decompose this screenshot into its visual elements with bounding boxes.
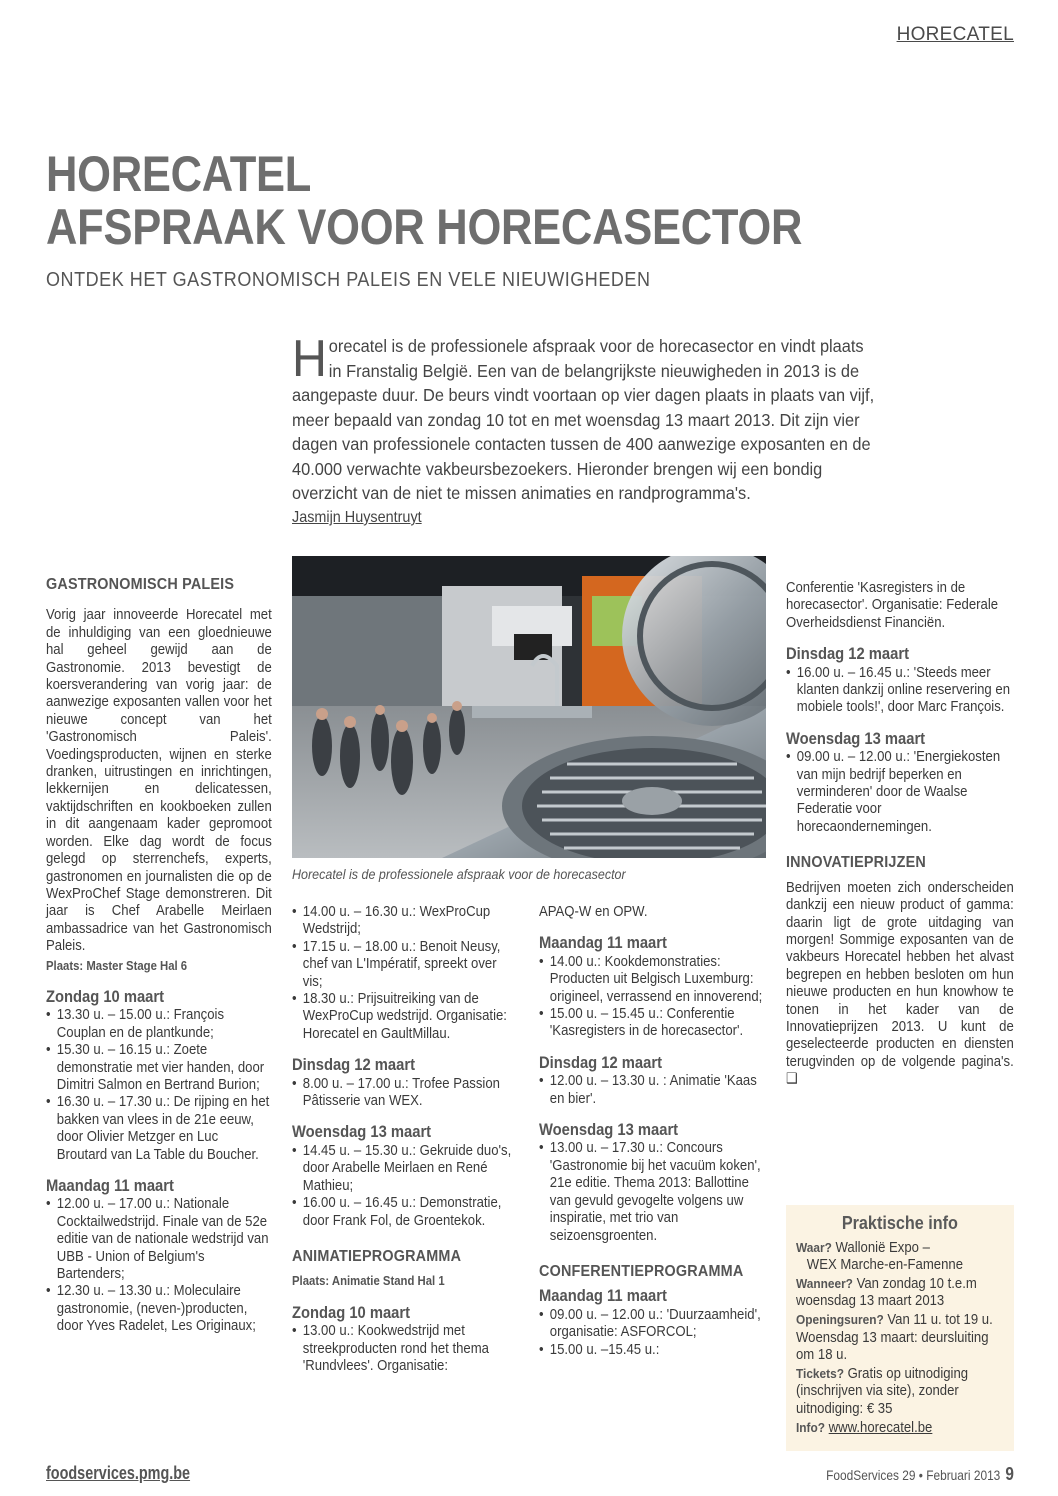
info-label: Wanneer? <box>796 1275 853 1291</box>
heading-conferentieprogramma: CONFERENTIEPROGRAMMA <box>539 1262 744 1280</box>
end-mark-icon: ❑ <box>786 1071 798 1088</box>
info-value: Van 11 u. tot 19 u. Woensdag 13 maart: deursluiting om 18 u. <box>796 1311 993 1364</box>
info-value: Wallonië Expo – <box>835 1239 930 1256</box>
animatie-day-list <box>539 1140 765 1244</box>
animatie-day-list <box>539 1073 765 1108</box>
gastro-day-list <box>292 1143 518 1230</box>
conferentie-day-list <box>786 665 1014 717</box>
author-link[interactable]: Jasmijn Huysentruyt <box>292 509 422 526</box>
gastro-day-heading: Dinsdag 12 maart <box>292 1056 415 1075</box>
gastro-day-list <box>46 1196 272 1335</box>
list-item: • 16.30 u. – 17.30 u.: De rijping en het bakken van vlees in de 21e eeuw, door Olivier Metzger en Luc Broutard van La Table du Boucher. <box>46 1094 272 1164</box>
list-item: • 12.30 u. – 13.30 u.: Moleculaire gastronomie, (neven-)producten, door Yves Radelet, Les Originaux; <box>46 1283 272 1335</box>
footer-issue-text: FoodServices 29 • Februari 2013 <box>826 1467 1001 1483</box>
info-waar <box>796 1239 1004 1258</box>
gastro-day-heading: Maandag 11 maart <box>46 1177 174 1195</box>
animatie-continued: APAQ-W en OPW. <box>539 904 648 920</box>
list-item: • 13.30 u. – 15.00 u.: François Couplan en de plantkunde; <box>46 1007 272 1042</box>
intro-paragraph <box>292 330 878 506</box>
list-item: • 12.00 u. – 13.30 u. : Animatie 'Kaas en bier'. <box>539 1073 765 1108</box>
conferentie-day-list <box>539 1307 765 1359</box>
list-item: • 14.45 u. – 15.30 u.: Gekruide duo's, door Arabelle Meirlaen en René Mathieu; <box>292 1143 518 1195</box>
gastro-body: Vorig jaar innoveerde Horecatel met de inhuldiging van een gloednieuwe hal geheel gewijd aan de Gastronomie. 2013 bevestigt de koersverandering van vorig jaar: de aanwezige exposanten vallen voor het nieuwe concept van het 'Gastronomisch Paleis'. Voedingsproducten, wijnen en sterke dranken, uitrustingen en inrichtingen, lekkernijen en delicatessen, vaktijdschriften en kookboeken zullen in dit aangenaam kader gepromoot worden. Elke dag wordt de focus gelegd op sterrenchefs, experts, gastronomen en journalisten die op de WexProChef Stage demonstreren. Dit jaar is Chef Arabelle Meirlaen ambassadrice van het Gastronomisch Paleis. <box>46 607 272 955</box>
gastro-place: Plaats: Master Stage Hal 6 <box>46 958 188 973</box>
page-number: 9 <box>1005 1464 1014 1484</box>
info-tickets <box>796 1365 1004 1419</box>
list-item: • 09.00 u. – 12.00 u.: 'Energiekosten van mijn bedrijf beperken en verminderen' door de Waalse Federatie voor horecaondernemingen. <box>786 749 1014 836</box>
info-value: Gratis op uitnodiging (inschrijven via site), zonder uitnodiging: € 35 <box>796 1365 969 1417</box>
animatie-day-heading: Zondag 10 maart <box>292 1303 411 1322</box>
conferentie-day-heading: Woensdag 13 maart <box>786 729 926 748</box>
info-link[interactable]: www.horecatel.be <box>828 1419 933 1436</box>
conferentie-day-heading: Maandag 11 maart <box>539 1287 667 1306</box>
intro-text: orecatel is de professionele afspraak voor de horecasector en vindt plaats in Franstalig België. Een van de belangrijkste nieuwigheden in 2013 is de aangepaste duur. De beurs vindt voortaan op vier dagen plaats in plaats van vijf, meer bepaald van zondag 10 tot en met woensdag 13 maart 2013. Dit zijn vier dagen van professionele contacten tussen de 400 aanwezige exposanten en de 40.000 verwachte vakbeursbezoekers. Hieronder brengen wij een bondig overzicht van de niet te missen animaties en randprogramma's. <box>292 336 875 503</box>
innovatie-text: Bedrijven moeten zich onderscheiden dankzij een nieuw product of gamma: daarin ligt de grote uitdaging van morgen! Sommige exposanten van de vakbeurs Horecatel hebben het alvast begrepen en hebben besloten om hun nieuwe producten en hun knowhow te tonen in het kader van de Innovatieprijzen 2013. U kunt de geselecteerde producten en diensten terugvinden op de volgende pagina's. <box>786 879 1014 1070</box>
column-four <box>786 580 1014 1091</box>
conferentie-day-list <box>786 749 1014 836</box>
section-tag: HORECATEL <box>896 24 1014 45</box>
list-item: • 8.00 u. – 17.00 u.: Trofee Passion Pâtisserie van WEX. <box>292 1076 518 1111</box>
info-label: Info? <box>796 1419 826 1435</box>
gastro-day-list <box>292 1076 518 1111</box>
list-item: • 16.00 u. – 16.45 u.: Demonstratie, door Frank Fol, de Groentekok. <box>292 1195 518 1230</box>
info-open <box>796 1311 1004 1365</box>
list-item: • 17.15 u. – 18.00 u.: Benoit Neusy, chef van L'Impératif, spreekt over vis; <box>292 939 518 991</box>
animatie-day-heading: Woensdag 13 maart <box>539 1121 679 1140</box>
heading-animatieprogramma: ANIMATIEPROGRAMMA <box>292 1247 462 1265</box>
list-item: • 15.30 u. – 16.15 u.: Zoete demonstratie met vier handen, door Dimitri Salmon en Bertrand Burion; <box>46 1042 272 1094</box>
article-subtitle: ONTDEK HET GASTRONOMISCH PALEIS EN VELE NIEUWIGHEDEN <box>46 269 651 291</box>
exhibition-photo <box>292 556 766 858</box>
animatie-day-list <box>292 1323 518 1375</box>
practical-info-box <box>786 1205 1014 1451</box>
heading-innovatieprijzen: INNOVATIEPRIJZEN <box>786 854 926 872</box>
column-gastronomisch-paleis <box>46 576 272 1336</box>
list-item: • 16.00 u. – 16.45 u.: 'Steeds meer klanten dankzij online reservering en mobiele tools!', door Marc François. <box>786 665 1014 717</box>
list-item: • 14.00 u.: Kookdemonstraties: Producten uit Belgisch Luxemburg: origineel, verrassend en innoverend; <box>539 954 765 1006</box>
info-label: Openingsuren? <box>796 1311 884 1327</box>
list-item: • 09.00 u. – 12.00 u.: 'Duurzaamheid', organisatie: ASFORCOL; <box>539 1307 765 1342</box>
info-title: Praktische info <box>841 1213 958 1233</box>
info-label: Tickets? <box>796 1365 844 1381</box>
animatie-day-heading: Dinsdag 12 maart <box>539 1053 662 1072</box>
list-item: • 18.30 u.: Prijsuitreiking van de WexProCup wedstrijd. Organisatie: Horecatel en GaultMillau. <box>292 991 518 1043</box>
title-line-1: HORECATEL <box>46 146 312 202</box>
animatie-day-heading: Maandag 11 maart <box>539 934 667 953</box>
animatie-place: Plaats: Animatie Stand Hal 1 <box>292 1274 445 1289</box>
title-line-2: AFSPRAAK VOOR HORECASECTOR <box>46 199 803 255</box>
info-wanneer <box>796 1275 1004 1311</box>
info-label: Waar? <box>796 1239 832 1255</box>
animatie-day-list <box>539 954 765 1041</box>
photo-illustration <box>292 556 766 858</box>
gastro-continued-list <box>292 904 518 1043</box>
footer-issue <box>826 1464 1014 1485</box>
list-item: • 14.00 u. – 16.30 u.: WexProCup Wedstrijd; <box>292 904 518 939</box>
article-title <box>46 148 802 254</box>
list-item: • 12.00 u. – 17.00 u.: Nationale Cocktailwedstrijd. Finale van de 52e editie van de nationale wedstrijd van UBB - Union of Belgium's Bartenders; <box>46 1196 272 1283</box>
conferentie-continued: Conferentie 'Kasregisters in de horecasector'. Organisatie: Federale Overheidsdienst Financiën. <box>786 580 999 631</box>
info-value: Van zondag 10 t.e.m woensdag 13 maart 2013 <box>796 1275 977 1310</box>
gastro-day-heading: Woensdag 13 maart <box>292 1123 432 1142</box>
info-info <box>796 1419 1004 1438</box>
footer-site-link[interactable]: foodservices.pmg.be <box>46 1463 191 1483</box>
list-item: • 13.00 u. – 17.30 u.: Concours 'Gastronomie bij het vacuüm koken', 21e editie. Thema 2013: Ballottine van gevuld gevogelte volgens uw inspiratie, met trio van seizoensgroenten. <box>539 1140 765 1244</box>
list-item: • 15.00 u. – 15.45 u.: Conferentie 'Kasregisters in de horecasector'. <box>539 1006 765 1041</box>
drop-cap: H <box>292 330 327 388</box>
list-item: • 13.00 u.: Kookwedstrijd met streekproducten rond het thema 'Rundvlees'. Organisatie: <box>292 1323 518 1375</box>
heading-gastronomisch-paleis: GASTRONOMISCH PALEIS <box>46 576 235 593</box>
photo-caption: Horecatel is de professionele afspraak voor de horecasector <box>292 867 626 882</box>
list-item: • 15.00 u. –15.45 u.: <box>539 1342 765 1359</box>
innovatie-body <box>786 880 1014 1089</box>
info-waar-cont: WEX Marche-en-Famenne <box>806 1257 964 1274</box>
gastro-day-heading: Zondag 10 maart <box>46 987 165 1006</box>
column-two <box>292 904 518 1375</box>
column-three <box>539 904 765 1359</box>
gastro-day-list <box>46 1007 272 1164</box>
conferentie-day-heading: Dinsdag 12 maart <box>786 645 909 664</box>
